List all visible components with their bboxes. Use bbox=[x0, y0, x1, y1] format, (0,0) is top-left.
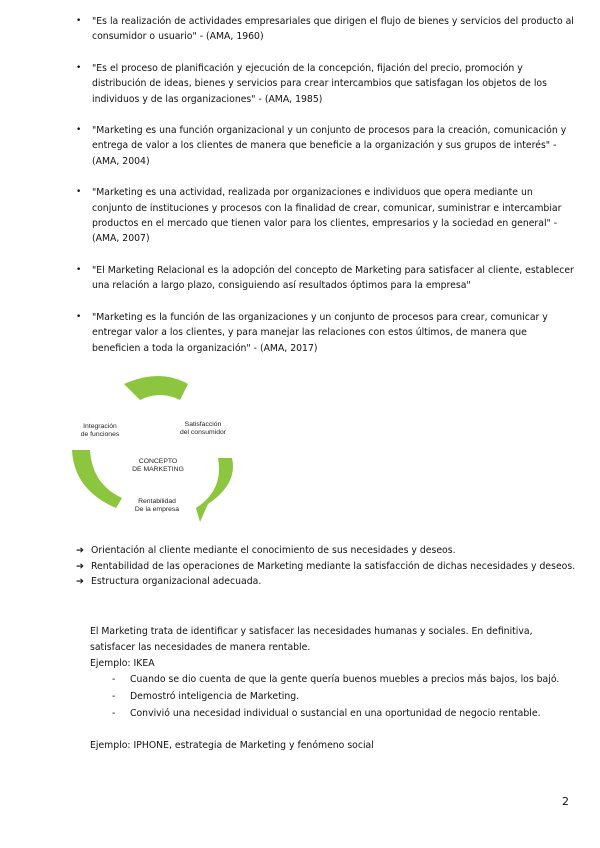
arrow-list bbox=[76, 543, 576, 590]
bullet: • bbox=[76, 187, 82, 198]
dash: - bbox=[112, 691, 116, 702]
arrow-item bbox=[76, 543, 576, 559]
definition-text: "El Marketing Relacional es la adopción del concepto de Marketing para satisfacer al cliente, establecer una relación a largo plazo, consiguiendo así resultados óptimos para la empresa" bbox=[92, 264, 574, 292]
arrow-item-text: Orientación al cliente mediante el conocimiento de sus necesidades y deseos. bbox=[91, 545, 456, 556]
arrow-right-icon: ➔ bbox=[76, 576, 84, 587]
dash: - bbox=[112, 708, 116, 719]
bullet: • bbox=[76, 125, 82, 136]
label-left: Integración de funciones bbox=[80, 423, 120, 438]
label-bottom: Rentabilidad De la empresa bbox=[134, 498, 180, 513]
definition-item bbox=[76, 61, 576, 107]
arrow-item-text: Estructura organizacional adecuada. bbox=[91, 576, 262, 587]
label-center: CONCEPTO DE MARKETING bbox=[132, 458, 184, 473]
example-ikea-list bbox=[112, 672, 562, 723]
marketing-concept-diagram bbox=[60, 372, 240, 542]
example-iphone-heading: Ejemplo: IPHONE, estrategia de Marketing y fenómeno social bbox=[90, 740, 374, 751]
bullet: • bbox=[76, 16, 82, 26]
definition-item bbox=[76, 185, 576, 247]
definition-text: "Es el proceso de planificación y ejecución de la concepción, fijación del precio, promoción y distribución de ideas, bienes y servicios para crear intercambios que satisfagan los objetos de los individuos y de las organizaciones" - (AMA, 1985) bbox=[92, 62, 547, 105]
arc-right bbox=[196, 458, 233, 522]
definition-text: "Marketing es una función organizacional y un conjunto de procesos para la creación, comunicación y entrega de valor a los clientes de manera que beneficie a la organización y sus grupos de interés" - (AMA, 2004) bbox=[92, 125, 567, 167]
page-number: 2 bbox=[562, 795, 569, 808]
example-item-text: Convivió una necesidad individual o sustancial en una oportunidad de negocio rentable. bbox=[130, 708, 541, 719]
definition-text: "Marketing es la función de las organizaciones y un conjunto de procesos para crear, comunicar y entregar valor a los clientes, y para manejar las relaciones con estos últimos, de manera que beneficien a toda la organización" - (AMA, 2017) bbox=[92, 311, 548, 354]
label-right: Satisfacción del consumidor bbox=[179, 421, 227, 436]
arrow-item bbox=[76, 574, 576, 590]
bullet: • bbox=[76, 62, 82, 73]
arc-top bbox=[124, 376, 188, 400]
arrow-right-icon: ➔ bbox=[76, 560, 84, 572]
example-item-text: Cuando se dio cuenta de que la gente quería buenos muebles a precios más bajos, los bajó. bbox=[130, 674, 560, 685]
arrow-item bbox=[76, 559, 576, 575]
dash: - bbox=[112, 674, 116, 685]
bullet: • bbox=[76, 264, 82, 275]
definition-item bbox=[76, 123, 576, 169]
summary-paragraph: El Marketing trata de identificar y satisfacer las necesidades humanas y sociales. En definitiva, satisfacer las necesidades de manera rentable. bbox=[90, 626, 533, 653]
example-item-text: Demostró inteligencia de Marketing. bbox=[130, 691, 300, 702]
arrow-item-text: Rentabilidad de las operaciones de Marketing mediante la satisfacción de dichas necesidades y deseos. bbox=[91, 560, 576, 572]
example-item bbox=[112, 672, 562, 688]
definition-item bbox=[76, 14, 576, 45]
example-ikea-heading: Ejemplo: IKEA bbox=[90, 658, 155, 669]
arc-left bbox=[72, 450, 122, 508]
arrow-right-icon: ➔ bbox=[76, 545, 84, 556]
cycle-arcs bbox=[60, 372, 240, 542]
bullet: • bbox=[76, 311, 82, 322]
example-item bbox=[112, 706, 562, 722]
definitions-list bbox=[76, 14, 576, 372]
definition-item bbox=[76, 263, 576, 294]
example-item bbox=[112, 689, 562, 705]
definition-text: "Marketing es una actividad, realizada por organizaciones e individuos que opera mediante un conjunto de instituciones y procesos con la finalidad de crear, comunicar, suministrar e intercambiar productos en el mercado que tienen valor para los clientes, empresarios y la sociedad en general" - (AMA, 2007) bbox=[92, 187, 562, 245]
definition-text: "Es la realización de actividades empresariales que dirigen el flujo de bienes y servicios del producto al consumidor o usuario" - (AMA, 1960) bbox=[92, 16, 574, 43]
definition-item bbox=[76, 310, 576, 356]
